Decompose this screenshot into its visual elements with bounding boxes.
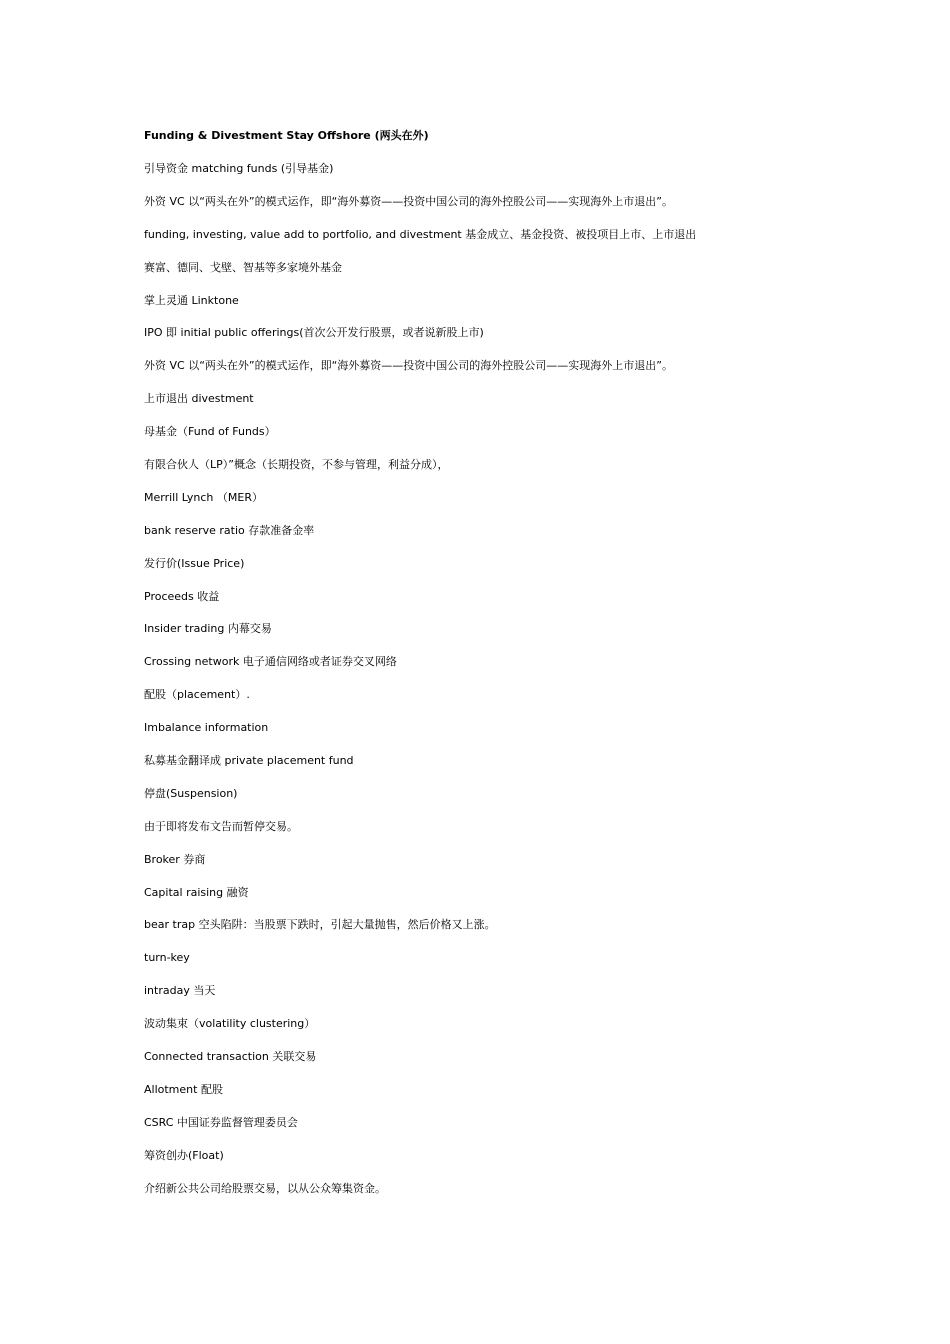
text-line: bank reserve ratio 存款准备金率: [144, 523, 315, 537]
text-line: funding, investing, value add to portfolio, and divestment 基金成立、基金投资、被投项目上市、上市退出: [144, 227, 697, 241]
text-line: CSRC 中国证券监督管理委员会: [144, 1115, 298, 1129]
text-line: 波动集束（volatility clustering）: [144, 1017, 316, 1031]
text-line: 母基金（Fund of Funds）: [144, 425, 276, 439]
document-title: Funding & Divestment Stay Offshore (两头在外): [144, 129, 429, 142]
text-line: intraday 当天: [144, 984, 216, 998]
text-line: Merrill Lynch （MER）: [144, 490, 263, 504]
text-line: 发行价(Issue Price): [144, 556, 245, 570]
text-line: 掌上灵通 Linktone: [144, 293, 239, 307]
text-line: 外资 VC 以“两头在外”的模式运作，即“海外募资——投资中国公司的海外控股公司——实现海外上市退出”。: [144, 359, 673, 373]
text-line: 外资 VC 以“两头在外”的模式运作，即“海外募资——投资中国公司的海外控股公司——实现海外上市退出”。: [144, 194, 673, 208]
text-line: IPO 即 initial public offerings(首次公开发行股票，或者说新股上市): [144, 326, 484, 340]
text-line: 配股（placement）.: [144, 688, 250, 702]
text-line: 引导资金 matching funds (引导基金): [144, 162, 334, 175]
text-line: Proceeds 收益: [144, 589, 220, 603]
text-line: turn-key: [144, 951, 190, 965]
text-line: Broker 券商: [144, 852, 206, 866]
text-line: Insider trading 内幕交易: [144, 622, 272, 636]
text-line: 筹资创办(Float): [144, 1148, 224, 1162]
text-line: bear trap 空头陷阱：当股票下跌时，引起大量抛售，然后价格又上涨。: [144, 918, 496, 932]
text-line: 停盘(Suspension): [144, 786, 238, 800]
text-line: Imbalance information: [144, 721, 269, 735]
text-line: Allotment 配股: [144, 1082, 223, 1096]
text-line: 有限合伙人（LP）”概念（长期投资，不参与管理，利益分成），: [144, 458, 449, 472]
document-body: [144, 128, 864, 1214]
text-line: 赛富、德同、戈壁、智基等多家境外基金: [144, 260, 342, 274]
text-line: Connected transaction 关联交易: [144, 1050, 317, 1064]
text-line: 私募基金翻译成 private placement fund: [144, 754, 354, 768]
text-line: Crossing network 电子通信网络或者证券交叉网络: [144, 655, 397, 669]
text-line: 介绍新公共公司给股票交易，以从公众筹集资金。: [144, 1181, 386, 1195]
text-line: 由于即将发布文告而暂停交易。: [144, 819, 298, 833]
text-line: Capital raising 融资: [144, 885, 249, 899]
text-line: 上市退出 divestment: [144, 392, 254, 406]
